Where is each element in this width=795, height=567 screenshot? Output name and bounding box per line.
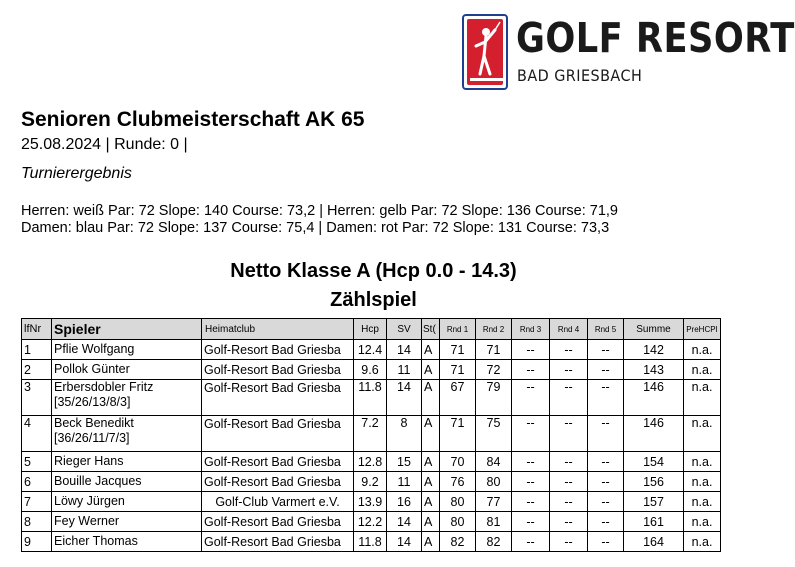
cell-club: Golf-Resort Bad Griesba bbox=[202, 452, 354, 472]
cell-rnd1: 71 bbox=[440, 360, 476, 380]
cell-prehcpi: n.a. bbox=[684, 380, 721, 416]
tee-info-line: Damen: blau Par: 72 Slope: 137 Course: 75,4 | Damen: rot Par: 72 Slope: 131 Course: 73,3 bbox=[21, 220, 610, 236]
cell-sv: 14 bbox=[387, 380, 422, 416]
cell-prehcpi: n.a. bbox=[684, 360, 721, 380]
cell-sum: 164 bbox=[624, 532, 684, 552]
cell-prehcpi: n.a. bbox=[684, 512, 721, 532]
cell-rnd5: -- bbox=[588, 360, 624, 380]
cell-st: A bbox=[422, 360, 440, 380]
column-header-st: St( bbox=[422, 319, 440, 340]
player-name: Eicher Thomas bbox=[54, 534, 138, 548]
document-title: Senioren Clubmeisterschaft AK 65 bbox=[21, 108, 365, 131]
cell-rnd5: -- bbox=[588, 416, 624, 452]
cell-nr: 1 bbox=[22, 340, 52, 360]
cell-club: Golf-Resort Bad Griesba bbox=[202, 512, 354, 532]
golf-resort-logo bbox=[462, 14, 795, 92]
cell-club: Golf-Resort Bad Griesba bbox=[202, 416, 354, 452]
cell-player bbox=[52, 512, 202, 532]
cell-rnd4: -- bbox=[550, 452, 588, 472]
cell-rnd5: -- bbox=[588, 452, 624, 472]
cell-rnd5: -- bbox=[588, 532, 624, 552]
cell-sum: 156 bbox=[624, 472, 684, 492]
golfer-emblem-icon bbox=[462, 14, 508, 90]
cell-st: A bbox=[422, 452, 440, 472]
cell-rnd3: -- bbox=[512, 452, 550, 472]
cell-nr: 2 bbox=[22, 360, 52, 380]
column-header-rnd1: Rnd 1 bbox=[440, 319, 476, 340]
cell-rnd3: -- bbox=[512, 416, 550, 452]
player-hole-stats: [35/26/13/8/3] bbox=[54, 395, 131, 409]
cell-rnd1: 71 bbox=[440, 340, 476, 360]
cell-sum: 157 bbox=[624, 492, 684, 512]
cell-sum: 146 bbox=[624, 380, 684, 416]
cell-rnd3: -- bbox=[512, 380, 550, 416]
cell-rnd4: -- bbox=[550, 512, 588, 532]
mode-title: Zählspiel bbox=[330, 289, 417, 311]
column-header-player: Spieler bbox=[52, 319, 202, 340]
cell-prehcpi: n.a. bbox=[684, 340, 721, 360]
cell-rnd4: -- bbox=[550, 380, 588, 416]
cell-hcp: 12.4 bbox=[354, 340, 387, 360]
column-header-rnd4: Rnd 4 bbox=[550, 319, 588, 340]
cell-rnd3: -- bbox=[512, 492, 550, 512]
cell-nr: 8 bbox=[22, 512, 52, 532]
player-name: Pollok Günter bbox=[54, 362, 130, 376]
table-header-row bbox=[22, 319, 721, 340]
cell-st: A bbox=[422, 512, 440, 532]
logo-title: GOLF RESORT bbox=[516, 14, 795, 62]
cell-player bbox=[52, 416, 202, 452]
cell-player bbox=[52, 452, 202, 472]
cell-rnd4: -- bbox=[550, 340, 588, 360]
cell-rnd4: -- bbox=[550, 492, 588, 512]
cell-sv: 14 bbox=[387, 340, 422, 360]
cell-rnd1: 70 bbox=[440, 452, 476, 472]
cell-rnd3: -- bbox=[512, 512, 550, 532]
cell-rnd1: 71 bbox=[440, 416, 476, 452]
table-row bbox=[22, 340, 721, 360]
tee-info-line: Herren: weiß Par: 72 Slope: 140 Course: 73,2 | Herren: gelb Par: 72 Slope: 136 Course: 71,9 bbox=[21, 203, 618, 219]
cell-st: A bbox=[422, 532, 440, 552]
cell-st: A bbox=[422, 416, 440, 452]
cell-st: A bbox=[422, 472, 440, 492]
cell-st: A bbox=[422, 340, 440, 360]
cell-club: Golf-Club Varmert e.V. bbox=[202, 492, 354, 512]
column-header-nr: lfNr bbox=[22, 319, 52, 340]
cell-rnd2: 84 bbox=[476, 452, 512, 472]
cell-rnd5: -- bbox=[588, 512, 624, 532]
cell-nr: 4 bbox=[22, 416, 52, 452]
cell-st: A bbox=[422, 492, 440, 512]
table-row bbox=[22, 512, 721, 532]
cell-sum: 142 bbox=[624, 340, 684, 360]
column-header-rnd5: Rnd 5 bbox=[588, 319, 624, 340]
column-header-prehcpi: PreHCPI bbox=[684, 319, 721, 340]
table-row bbox=[22, 532, 721, 552]
cell-nr: 9 bbox=[22, 532, 52, 552]
cell-rnd5: -- bbox=[588, 472, 624, 492]
cell-nr: 5 bbox=[22, 452, 52, 472]
player-name: Fey Werner bbox=[54, 514, 120, 528]
cell-rnd2: 71 bbox=[476, 340, 512, 360]
player-name: Bouille Jacques bbox=[54, 474, 142, 488]
cell-hcp: 7.2 bbox=[354, 416, 387, 452]
class-title: Netto Klasse A (Hcp 0.0 - 14.3) bbox=[230, 260, 517, 282]
document-subtitle: Turnierergebnis bbox=[21, 165, 132, 182]
cell-rnd2: 75 bbox=[476, 416, 512, 452]
table-row bbox=[22, 472, 721, 492]
cell-player bbox=[52, 380, 202, 416]
cell-hcp: 12.8 bbox=[354, 452, 387, 472]
cell-club: Golf-Resort Bad Griesba bbox=[202, 340, 354, 360]
player-name: Löwy Jürgen bbox=[54, 494, 125, 508]
cell-rnd1: 67 bbox=[440, 380, 476, 416]
player-hole-stats: [36/26/11/7/3] bbox=[54, 431, 130, 445]
table-row bbox=[22, 416, 721, 452]
cell-rnd2: 77 bbox=[476, 492, 512, 512]
cell-club: Golf-Resort Bad Griesba bbox=[202, 532, 354, 552]
cell-player bbox=[52, 340, 202, 360]
date-round-line: 25.08.2024 | Runde: 0 | bbox=[21, 136, 188, 153]
cell-hcp: 9.2 bbox=[354, 472, 387, 492]
tee-info bbox=[21, 203, 618, 237]
logo-subtitle: BAD GRIESBACH bbox=[517, 66, 643, 85]
results-table bbox=[21, 318, 721, 552]
column-header-rnd3: Rnd 3 bbox=[512, 319, 550, 340]
cell-rnd3: -- bbox=[512, 472, 550, 492]
cell-prehcpi: n.a. bbox=[684, 472, 721, 492]
cell-prehcpi: n.a. bbox=[684, 452, 721, 472]
cell-rnd3: -- bbox=[512, 532, 550, 552]
cell-sum: 146 bbox=[624, 416, 684, 452]
player-name: Beck Benedikt bbox=[54, 416, 134, 430]
cell-rnd1: 76 bbox=[440, 472, 476, 492]
cell-rnd2: 80 bbox=[476, 472, 512, 492]
cell-hcp: 12.2 bbox=[354, 512, 387, 532]
cell-sv: 11 bbox=[387, 472, 422, 492]
column-header-sum: Summe bbox=[624, 319, 684, 340]
cell-player bbox=[52, 472, 202, 492]
cell-prehcpi: n.a. bbox=[684, 532, 721, 552]
cell-prehcpi: n.a. bbox=[684, 416, 721, 452]
table-row bbox=[22, 360, 721, 380]
cell-sv: 8 bbox=[387, 416, 422, 452]
cell-nr: 6 bbox=[22, 472, 52, 492]
cell-hcp: 11.8 bbox=[354, 380, 387, 416]
cell-rnd3: -- bbox=[512, 360, 550, 380]
column-header-rnd2: Rnd 2 bbox=[476, 319, 512, 340]
cell-club: Golf-Resort Bad Griesba bbox=[202, 472, 354, 492]
cell-sv: 11 bbox=[387, 360, 422, 380]
column-header-hcp: Hcp bbox=[354, 319, 387, 340]
cell-sum: 154 bbox=[624, 452, 684, 472]
cell-player bbox=[52, 492, 202, 512]
table-row bbox=[22, 380, 721, 416]
column-header-sv: SV bbox=[387, 319, 422, 340]
cell-rnd5: -- bbox=[588, 380, 624, 416]
cell-nr: 3 bbox=[22, 380, 52, 416]
cell-rnd2: 81 bbox=[476, 512, 512, 532]
cell-sv: 14 bbox=[387, 512, 422, 532]
column-header-club: Heimatclub bbox=[202, 319, 354, 340]
table-row bbox=[22, 452, 721, 472]
cell-hcp: 13.9 bbox=[354, 492, 387, 512]
table-row bbox=[22, 492, 721, 512]
cell-club: Golf-Resort Bad Griesba bbox=[202, 360, 354, 380]
cell-sum: 143 bbox=[624, 360, 684, 380]
cell-rnd2: 72 bbox=[476, 360, 512, 380]
cell-rnd5: -- bbox=[588, 340, 624, 360]
cell-rnd4: -- bbox=[550, 416, 588, 452]
cell-sv: 14 bbox=[387, 532, 422, 552]
cell-player bbox=[52, 360, 202, 380]
player-name: Pflie Wolfgang bbox=[54, 342, 135, 356]
cell-sv: 16 bbox=[387, 492, 422, 512]
cell-sum: 161 bbox=[624, 512, 684, 532]
cell-hcp: 11.8 bbox=[354, 532, 387, 552]
cell-hcp: 9.6 bbox=[354, 360, 387, 380]
cell-rnd1: 82 bbox=[440, 532, 476, 552]
cell-rnd4: -- bbox=[550, 472, 588, 492]
player-name: Rieger Hans bbox=[54, 454, 124, 468]
cell-rnd5: -- bbox=[588, 492, 624, 512]
cell-rnd4: -- bbox=[550, 532, 588, 552]
cell-player bbox=[52, 532, 202, 552]
cell-rnd1: 80 bbox=[440, 492, 476, 512]
cell-prehcpi: n.a. bbox=[684, 492, 721, 512]
cell-st: A bbox=[422, 380, 440, 416]
cell-rnd3: -- bbox=[512, 340, 550, 360]
cell-sv: 15 bbox=[387, 452, 422, 472]
cell-club: Golf-Resort Bad Griesba bbox=[202, 380, 354, 416]
cell-rnd2: 82 bbox=[476, 532, 512, 552]
player-name: Erbersdobler Fritz bbox=[54, 380, 154, 394]
cell-rnd2: 79 bbox=[476, 380, 512, 416]
cell-nr: 7 bbox=[22, 492, 52, 512]
cell-rnd4: -- bbox=[550, 360, 588, 380]
cell-rnd1: 80 bbox=[440, 512, 476, 532]
